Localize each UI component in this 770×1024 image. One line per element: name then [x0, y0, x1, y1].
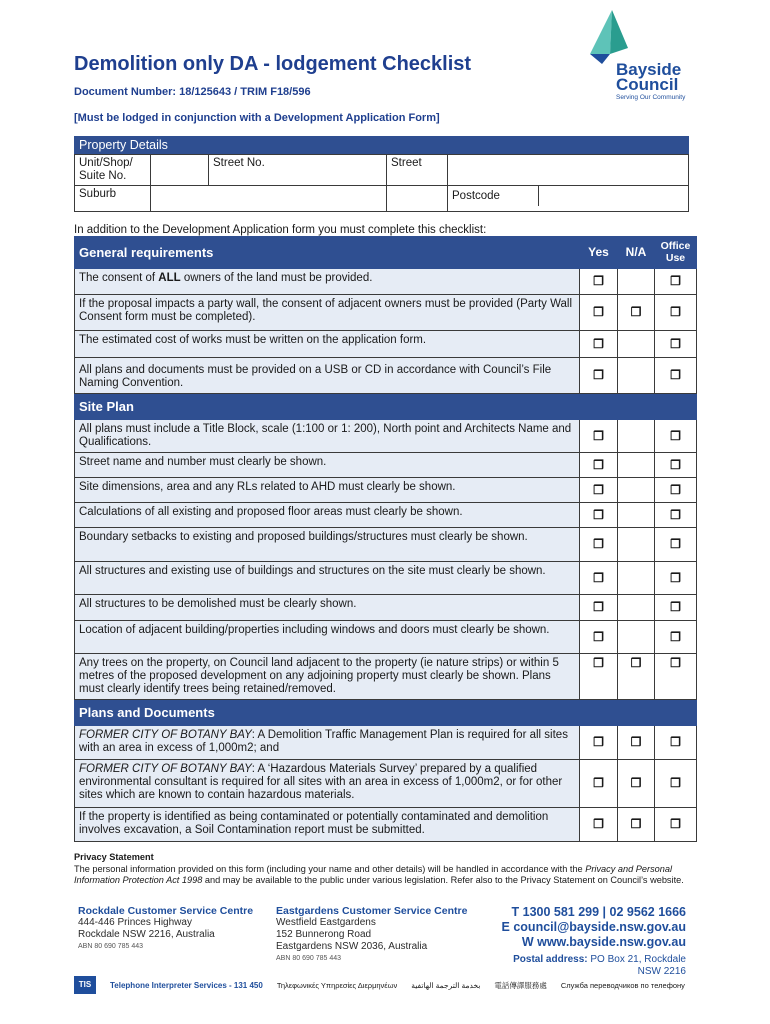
office-checkbox[interactable]: ❒	[655, 358, 697, 394]
intro-text: In addition to the Development Application form you must complete this checklist:	[74, 224, 487, 236]
table-row	[75, 654, 697, 700]
col-na: N/A	[618, 237, 655, 269]
office-checkbox[interactable]: ❒	[655, 528, 697, 562]
office-checkbox[interactable]: ❒	[655, 269, 697, 295]
unit-label: Unit/Shop/ Suite No.	[75, 155, 151, 186]
section-title: General requirements	[75, 237, 580, 269]
row-text: Any trees on the property, on Council land adjacent to the property (ie nature strips) or within 5 metres of the proposed development on any adjoining property must clearly be shown. Plans must clearly identify trees being retained/removed.	[75, 654, 580, 700]
table-row	[75, 503, 697, 528]
row-text: All plans must include a Title Block, scale (1:100 or 1: 200), North point and Architects Name and Qualifications.	[75, 420, 580, 453]
section-title: Site Plan	[75, 394, 697, 420]
office-checkbox[interactable]: ❒	[655, 726, 697, 760]
property-details	[74, 136, 689, 212]
yes-checkbox[interactable]: ❒	[580, 420, 618, 453]
yes-checkbox[interactable]: ❒	[580, 503, 618, 528]
footer-contact	[500, 905, 686, 978]
row-text: FORMER CITY OF BOTANY BAY: A ‘Hazardous Materials Survey’ prepared by a qualified environmental consultant is required for all sites with an area in excess of 1,000m2, or for other sites which are known to contain hazardous materials.	[75, 760, 580, 808]
contact-web[interactable]: W www.bayside.nsw.gov.au	[521, 935, 686, 949]
postcode-label: Postcode	[448, 186, 538, 206]
yes-checkbox[interactable]: ❒	[580, 808, 618, 842]
logo-tagline: Serving Our Community	[616, 94, 686, 101]
table-row	[75, 726, 697, 760]
office-checkbox[interactable]: ❒	[655, 331, 697, 358]
office-checkbox[interactable]: ❒	[655, 478, 697, 503]
na-checkbox[interactable]: ❒	[618, 760, 655, 808]
table-row	[75, 269, 697, 295]
yes-checkbox[interactable]: ❒	[580, 595, 618, 621]
office-checkbox[interactable]: ❒	[655, 453, 697, 478]
tis-icon: TIS	[74, 976, 96, 994]
unit-input[interactable]	[151, 155, 209, 186]
office-checkbox[interactable]: ❒	[655, 295, 697, 331]
suburb-input[interactable]	[151, 186, 387, 212]
row-text: If the property is identified as being contaminated or potentially contaminated and demolition involves excavation, a Soil Contamination report must be submitted.	[75, 808, 580, 842]
section-header-site-plan	[75, 394, 697, 420]
table-row	[75, 358, 697, 394]
logo-wordmark: Bayside Council	[616, 60, 682, 94]
contact-email[interactable]: E council@bayside.nsw.gov.au	[501, 920, 686, 934]
office-checkbox[interactable]: ❒	[655, 562, 697, 595]
row-text: FORMER CITY OF BOTANY BAY: A Demolition Traffic Management Plan is required for all sites with an area in excess of 1,000m2; and	[75, 726, 580, 760]
office-checkbox[interactable]: ❒	[655, 760, 697, 808]
yes-checkbox[interactable]: ❒	[580, 453, 618, 478]
footer-rockdale: Rockdale Customer Service Centre 444-446 Princes Highway Rockdale NSW 2216, Australia ABN 80 690 785 443	[78, 905, 254, 950]
interpreter-greek: Τηλεφωνικές Υπηρεσίες Διερμηνέων	[276, 980, 398, 990]
yes-checkbox[interactable]: ❒	[580, 726, 618, 760]
row-text: All plans and documents must be provided on a USB or CD in accordance with Council’s File Naming Convention.	[75, 358, 580, 394]
suburb-label: Suburb	[75, 186, 151, 212]
office-checkbox[interactable]: ❒	[655, 595, 697, 621]
row-text: Street name and number must clearly be shown.	[75, 453, 580, 478]
na-checkbox[interactable]: ❒	[618, 654, 655, 700]
yes-checkbox[interactable]: ❒	[580, 562, 618, 595]
interpreter-label: Telephone Interpreter Services - 131 450	[110, 980, 263, 990]
table-row	[75, 528, 697, 562]
yes-checkbox[interactable]: ❒	[580, 269, 618, 295]
interpreter-russian: Служба переводчиков по телефону	[560, 980, 685, 990]
office-checkbox[interactable]: ❒	[655, 808, 697, 842]
street-no-label: Street No.	[209, 155, 387, 186]
row-text: Location of adjacent building/properties including windows and doors must clearly be shown.	[75, 621, 580, 654]
privacy-statement	[74, 852, 694, 887]
privacy-heading: Privacy Statement	[74, 852, 154, 862]
row-text: The estimated cost of works must be written on the application form.	[75, 331, 580, 358]
table-row	[75, 420, 697, 453]
col-office: Office Use	[655, 237, 697, 269]
row-text: All structures to be demolished must be clearly shown.	[75, 595, 580, 621]
na-checkbox[interactable]: ❒	[618, 808, 655, 842]
row-text: If the proposal impacts a party wall, the consent of adjacent owners must be provided (Party Wall Consent form must be completed).	[75, 295, 580, 331]
street-input[interactable]	[448, 155, 689, 186]
table-row	[75, 621, 697, 654]
page-title: Demolition only DA - lodgement Checklist	[74, 53, 472, 75]
postcode-input[interactable]	[538, 186, 688, 206]
section-title: Plans and Documents	[75, 700, 697, 726]
street-label: Street	[387, 155, 448, 186]
section-header-plans	[75, 700, 697, 726]
document-number: Document Number: 18/125643 / TRIM F18/596	[74, 86, 311, 98]
office-checkbox[interactable]: ❒	[655, 621, 697, 654]
office-checkbox[interactable]: ❒	[655, 654, 697, 700]
interpreter-chinese: 電話傳譯服務處	[494, 980, 547, 990]
table-row	[75, 595, 697, 621]
checklist-table	[74, 236, 697, 842]
table-row	[75, 808, 697, 842]
table-row	[75, 562, 697, 595]
contact-phone: T 1300 581 299 | 02 9562 1666	[511, 905, 686, 919]
yes-checkbox[interactable]: ❒	[580, 358, 618, 394]
na-checkbox[interactable]: ❒	[618, 295, 655, 331]
lodgement-note: [Must be lodged in conjunction with a Development Application Form]	[74, 112, 440, 124]
row-text: The consent of ALL owners of the land must be provided.	[75, 269, 580, 295]
row-text: Boundary setbacks to existing and proposed buildings/structures must clearly be shown.	[75, 528, 580, 562]
yes-checkbox[interactable]: ❒	[580, 295, 618, 331]
na-checkbox[interactable]: ❒	[618, 726, 655, 760]
table-row	[75, 760, 697, 808]
postal-address: Postal address: PO Box 21, Rockdale NSW 2216	[513, 954, 686, 977]
yes-checkbox[interactable]: ❒	[580, 760, 618, 808]
yes-checkbox[interactable]: ❒	[580, 478, 618, 503]
table-row	[75, 453, 697, 478]
row-text: Site dimensions, area and any RLs related to AHD must clearly be shown.	[75, 478, 580, 503]
privacy-text: The personal information provided on this form (including your name and other details) will be handled in accordance with the Privacy and Personal Information Protection Act 1998 and may be available to the public under various legislation. Refer also to the Privacy Statement on Council’s website.	[74, 863, 684, 885]
yes-checkbox[interactable]: ❒	[580, 621, 618, 654]
office-checkbox[interactable]: ❒	[655, 503, 697, 528]
property-details-heading: Property Details	[74, 136, 689, 154]
row-text: All structures and existing use of buildings and structures on the site must clearly be shown.	[75, 562, 580, 595]
yes-checkbox[interactable]: ❒	[580, 654, 618, 700]
row-text: Calculations of all existing and proposed floor areas must clearly be shown.	[75, 503, 580, 528]
col-yes: Yes	[580, 237, 618, 269]
table-row	[75, 478, 697, 503]
yes-checkbox[interactable]: ❒	[580, 331, 618, 358]
footer-eastgardens: Eastgardens Customer Service Centre Westfield Eastgardens 152 Bunnerong Road Eastgardens NSW 2036, Australia ABN 80 690 785 443	[276, 905, 468, 962]
interpreter-arabic: بخدمة الترجمة الهاتفية	[411, 980, 481, 990]
yes-checkbox[interactable]: ❒	[580, 528, 618, 562]
section-header-general	[75, 237, 697, 269]
interpreter-services	[74, 976, 694, 994]
office-checkbox[interactable]: ❒	[655, 420, 697, 453]
table-row	[75, 295, 697, 331]
table-row	[75, 331, 697, 358]
